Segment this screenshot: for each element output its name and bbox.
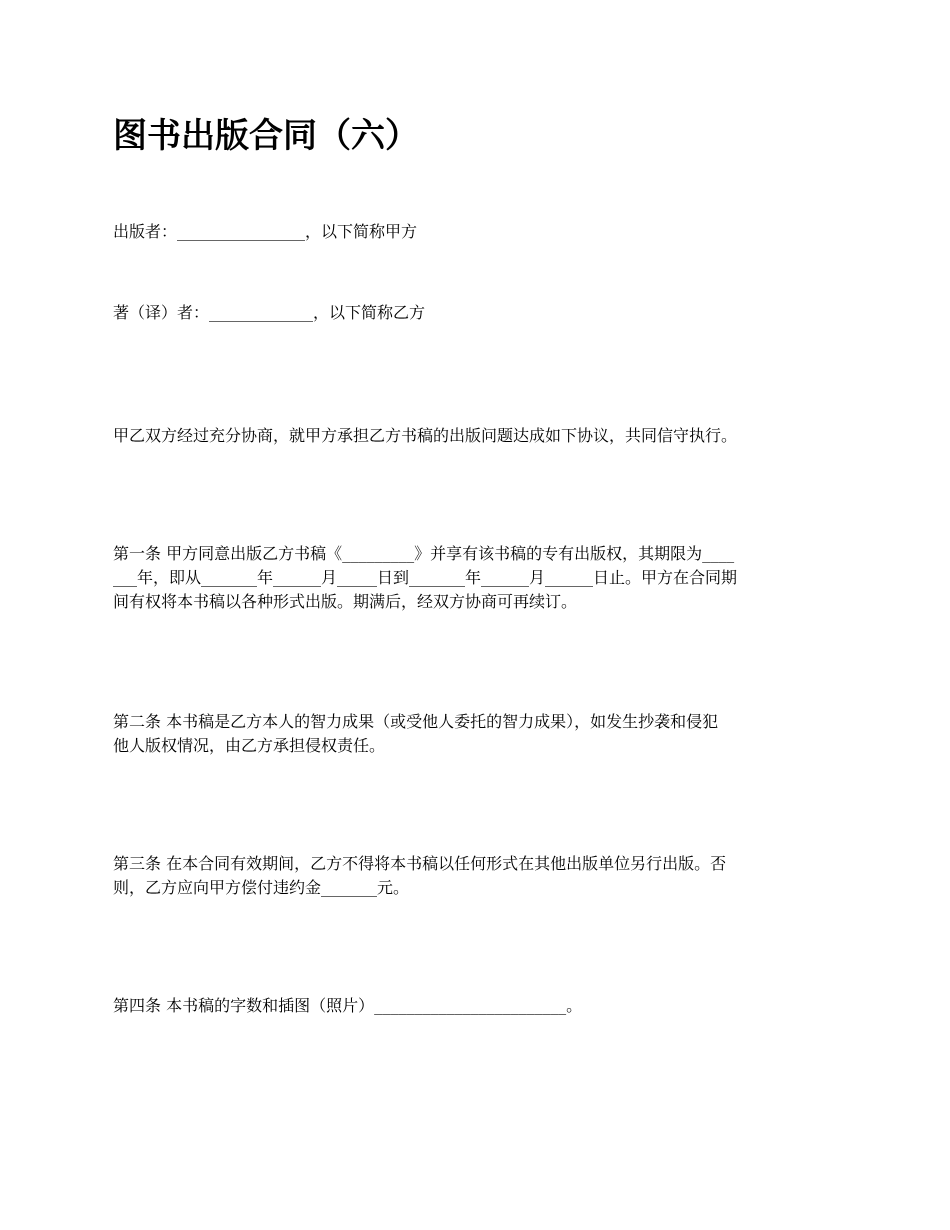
article-3-line-1: 第三条 在本合同有效期间，乙方不得将本书稿以任何形式在其他出版单位另行出版。否 [113, 854, 727, 873]
publisher-line [113, 220, 837, 244]
article-1-line-1: 第一条 甲方同意出版乙方书稿《_________》并享有该书稿的专有出版权，其期限为____ [113, 544, 735, 563]
article-2-line-1: 第二条 本书稿是乙方本人的智力成果（或受他人委托的智力成果），如发生抄袭和侵犯 [113, 712, 719, 731]
article-1-line-3: 间有权将本书稿以各种形式出版。期满后，经双方协商可再续订。 [113, 592, 578, 611]
article-4-line-1: 第四条 本书稿的字数和插图（照片）________________________。 [113, 996, 583, 1015]
article-1-line-2: ___年，即从_______年______月_____日到_______年______月______日止。甲方在合同期 [113, 568, 738, 587]
article-3 [113, 852, 837, 900]
author-text: 著（译）者：_____________，以下简称乙方 [113, 303, 426, 322]
intro-paragraph [113, 424, 837, 448]
intro-text: 甲乙双方经过充分协商，就甲方承担乙方书稿的出版问题达成如下协议，共同信守执行。 [113, 426, 738, 445]
article-2 [113, 710, 837, 758]
document-title: 图书出版合同（六） [113, 116, 419, 156]
article-3-line-2: 则，乙方应向甲方偿付违约金_______元。 [113, 878, 410, 897]
article-4 [113, 994, 837, 1018]
author-line [113, 301, 837, 325]
article-2-line-2: 他人版权情况，由乙方承担侵权责任。 [113, 736, 386, 755]
article-1 [113, 542, 837, 614]
publisher-text: 出版者：________________，以下简称甲方 [113, 222, 418, 241]
